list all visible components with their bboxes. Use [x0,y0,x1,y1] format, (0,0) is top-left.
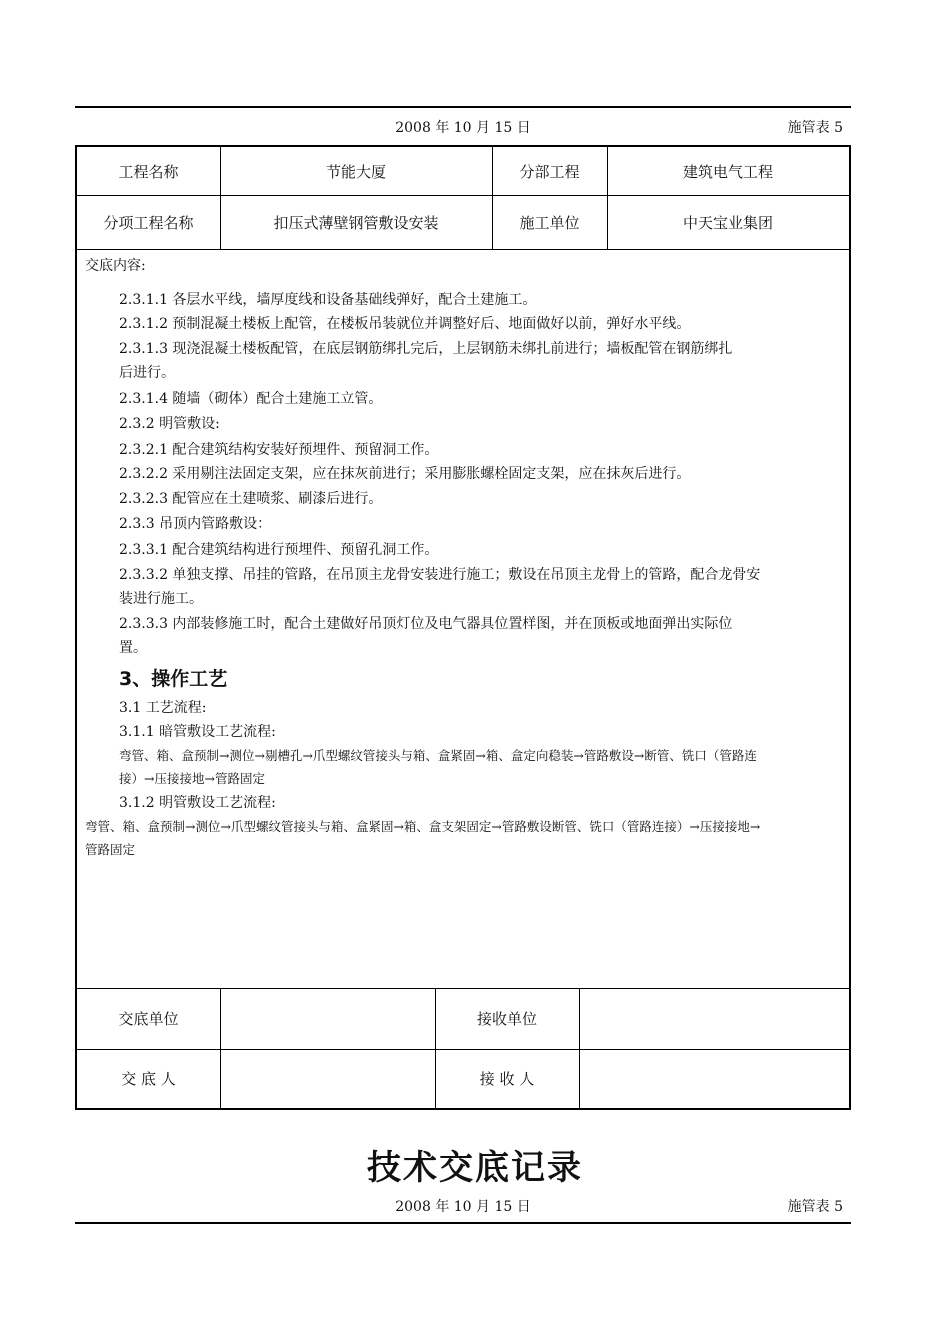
contractor-value: 中天宝业集团 [682,213,773,232]
footer-dateline [75,1196,851,1216]
contractor-label: 施工单位 [519,213,580,232]
content-line: 2.3.3.1 配合建筑结构进行预埋件、预留孔洞工作。 [119,542,439,558]
top-rule [75,106,851,108]
content-line: 装进行施工。 [119,591,203,607]
content-line: 置。 [119,640,147,656]
content-line: 后进行。 [119,365,175,381]
receiver-unit-field [579,988,849,1049]
division-label: 分部工程 [519,162,580,181]
receiver-label: 接 收 人 [479,1070,535,1088]
issuer-unit-label: 交底单位 [118,1010,179,1028]
subitem-value: 扣压式薄壁钢管敷设安装 [273,213,439,232]
row-divider [77,249,849,250]
flow-line: 弯管、箱、盒预制→测位→爪型螺纹管接头与箱、盒紧固→箱、盒支架固定→管路敷设断管、铣口（管路连接）→压接接地→ [85,819,761,834]
content-label: 交底内容: [85,258,146,274]
header-date: 2008 年 10 月 15 日 [395,120,531,136]
content-line: 2.3.1.1 各层水平线，墙厚度线和设备基础线弹好，配合土建施工。 [119,292,537,308]
content-line: 2.3.2 明管敷设: [119,416,220,432]
subitem-label: 分项工程名称 [103,213,194,232]
footer-date: 2008 年 10 月 15 日 [395,1199,531,1215]
issuer-field [220,1049,435,1108]
disclosure-form [75,145,851,1110]
bottom-rule [75,1222,851,1224]
content-line: 2.3.3 吊顶内管路敷设： [119,516,272,532]
content-line: 3.1 工艺流程: [119,700,207,716]
content-line: 2.3.1.4 随墙（砌体）配合土建施工立管。 [119,391,383,407]
footer-form-number: 施管表 5 [787,1199,843,1215]
header-form-number: 施管表 5 [787,120,843,136]
project-name-value: 节能大厦 [325,162,386,181]
content-line: 2.3.1.2 预制混凝土楼板上配管，在楼板吊装就位并调整好后、地面做好以前，弹好水平线。 [119,316,691,332]
content-line: 2.3.3.2 单独支撑、吊挂的管路，在吊顶主龙骨安装进行施工；敷设在吊顶主龙骨上的管路，配合龙骨安 [119,567,761,583]
flow-line: 弯管、箱、盒预制→测位→剔槽孔→爪型螺纹管接头与箱、盒紧固→箱、盒定向稳装→管路敷设→断管、铣口（管路连 [119,748,757,763]
content-line: 2.3.3.3 内部装修施工时，配合土建做好吊顶灯位及电气器具位置样图，并在顶板或地面弹出实际位 [119,616,733,632]
issuer-label: 交 底 人 [121,1070,176,1088]
receiver-field [579,1049,849,1108]
content-line: 2.3.2.2 采用剔注法固定支架，应在抹灰前进行；采用膨胀螺栓固定支架，应在抹灰后进行。 [119,466,691,482]
project-name-label: 工程名称 [118,162,179,181]
division-value: 建筑电气工程 [682,162,773,181]
flow-line: 接）→压接接地→管路固定 [119,771,265,786]
content-line: 3.1.2 明管敷设工艺流程: [119,795,276,811]
content-line: 3.1.1 暗管敷设工艺流程: [119,724,276,740]
content-line: 2.3.2.1 配合建筑结构安装好预埋件、预留洞工作。 [119,442,439,458]
receiver-unit-label: 接收单位 [476,1010,537,1028]
header-dateline [75,117,851,137]
document-title: 技术交底记录 [367,1148,583,1188]
content-line: 2.3.2.3 配管应在土建喷浆、刷漆后进行。 [119,491,383,507]
content-line: 2.3.1.3 现浇混凝土楼板配管，在底层钢筋绑扎完后，上层钢筋未绑扎前进行；墙板配管在钢筋绑扎 [119,341,733,357]
section-heading: 3、操作工艺 [119,668,228,690]
flow-line: 管路固定 [85,842,136,857]
issuer-unit-field [220,988,435,1049]
